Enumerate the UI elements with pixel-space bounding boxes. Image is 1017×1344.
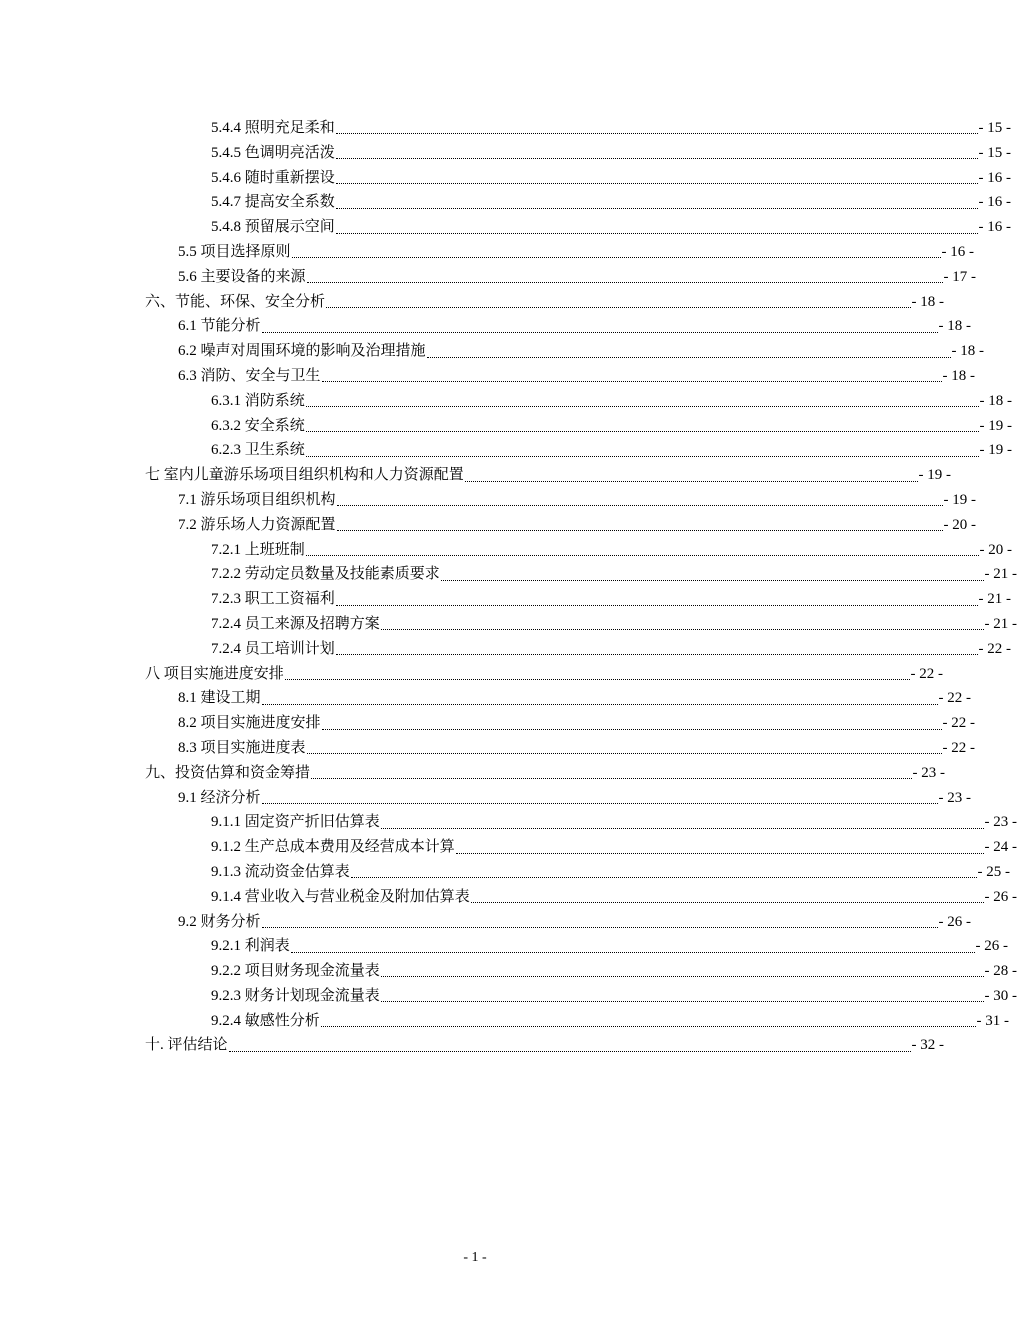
toc-entry-page: - 22 -	[938, 690, 971, 707]
toc-entry-title: 八 项目实施进度安排	[145, 665, 284, 682]
dot-leader	[336, 132, 978, 134]
toc-entry[interactable]	[0, 166, 1011, 191]
toc-entry-page: - 15 -	[978, 144, 1011, 161]
dot-leader	[311, 777, 911, 779]
toc-entry[interactable]	[0, 736, 975, 761]
toc-entry-page: - 26 -	[938, 913, 971, 930]
toc-entry[interactable]	[0, 389, 1012, 414]
dot-leader	[381, 975, 984, 977]
toc-entry-title: 5.4.8 预留展示空间	[211, 219, 335, 236]
toc-entry[interactable]	[0, 513, 976, 538]
toc-entry[interactable]	[0, 190, 1011, 215]
toc-entry-page: - 16 -	[941, 243, 974, 260]
toc-entry[interactable]	[0, 265, 976, 290]
toc-entry-title: 9.1 经济分析	[178, 789, 261, 806]
dot-leader	[336, 182, 978, 184]
toc-entry-page: - 17 -	[943, 268, 976, 285]
dot-leader	[307, 752, 942, 754]
dot-leader	[322, 728, 942, 730]
toc-entry-page: - 16 -	[978, 169, 1011, 186]
dot-leader	[321, 1025, 976, 1027]
toc-entry-title: 9.2 财务分析	[178, 913, 261, 930]
toc-entry-title: 7.1 游乐场项目组织机构	[178, 491, 336, 508]
toc-entry[interactable]	[0, 761, 945, 786]
toc-entry-page: - 21 -	[978, 591, 1011, 608]
toc-entry-title: 九、投资估算和资金筹措	[145, 764, 311, 781]
dot-leader	[306, 430, 979, 432]
toc-entry[interactable]	[0, 414, 1012, 439]
dot-leader	[326, 306, 910, 308]
toc-entry-page: - 21 -	[984, 566, 1017, 583]
toc-entry-page: - 18 -	[942, 367, 975, 384]
dot-leader	[381, 628, 984, 630]
toc-entry[interactable]	[0, 587, 1011, 612]
dot-leader	[285, 678, 910, 680]
toc-entry-title: 十. 评估结论	[145, 1037, 228, 1054]
toc-entry[interactable]	[0, 562, 1017, 587]
toc-entry-title: 9.2.3 财务计划现金流量表	[211, 987, 380, 1004]
toc-entry-title: 7.2.3 职工工资福利	[211, 591, 335, 608]
toc-entry[interactable]	[0, 984, 1017, 1009]
dot-leader	[465, 480, 918, 482]
toc-entry[interactable]	[0, 885, 1017, 910]
toc-entry-title: 8.1 建设工期	[178, 690, 261, 707]
page-number-footer: - 1 -	[463, 1250, 487, 1265]
dot-leader	[471, 901, 984, 903]
toc-entry[interactable]	[0, 463, 951, 488]
toc-entry[interactable]	[0, 959, 1017, 984]
toc-entry-page: - 20 -	[943, 516, 976, 533]
toc-entry-page: - 18 -	[911, 293, 944, 310]
toc-entry-page: - 19 -	[979, 417, 1012, 434]
toc-entry[interactable]	[0, 364, 975, 389]
toc-entry[interactable]	[0, 835, 1017, 860]
toc-entry[interactable]	[0, 240, 974, 265]
dot-leader	[351, 876, 977, 878]
toc-entry[interactable]	[0, 662, 943, 687]
dot-leader	[306, 405, 979, 407]
toc-entry-page: - 18 -	[938, 318, 971, 335]
toc-entry-page: - 19 -	[943, 491, 976, 508]
dot-leader	[262, 802, 938, 804]
toc-entry-title: 6.3 消防、安全与卫生	[178, 367, 321, 384]
toc-entry-title: 6.2.3 卫生系统	[211, 442, 305, 459]
toc-entry-page: - 21 -	[984, 615, 1017, 632]
toc-entry-page: - 22 -	[942, 715, 975, 732]
toc-entry-title: 6.2 噪声对周围环境的影响及治理措施	[178, 343, 426, 360]
toc-entry[interactable]	[0, 686, 971, 711]
toc-entry-title: 5.4.6 随时重新摆设	[211, 169, 335, 186]
toc-entry[interactable]	[0, 488, 976, 513]
toc-entry[interactable]	[0, 860, 1010, 885]
toc-entry-title: 7.2.2 劳动定员数量及技能素质要求	[211, 566, 440, 583]
toc-entry[interactable]	[0, 637, 1011, 662]
toc-entry[interactable]	[0, 612, 1017, 637]
dot-leader	[336, 207, 978, 209]
toc-entry-title: 9.2.1 利润表	[211, 938, 290, 955]
toc-entry-page: - 26 -	[975, 938, 1008, 955]
dot-leader	[306, 455, 979, 457]
toc-entry-title: 9.2.2 项目财务现金流量表	[211, 963, 380, 980]
toc-entry-title: 7.2.4 员工来源及招聘方案	[211, 615, 380, 632]
toc-entry-page: - 25 -	[977, 863, 1010, 880]
toc-entry-title: 七 室内儿童游乐场项目组织机构和人力资源配置	[145, 467, 464, 484]
toc-entry-page: - 30 -	[984, 987, 1017, 1004]
dot-leader	[336, 157, 978, 159]
dot-leader	[381, 827, 984, 829]
toc-entry-page: - 28 -	[984, 963, 1017, 980]
toc-entry[interactable]	[0, 711, 975, 736]
toc-entry-page: - 22 -	[910, 665, 943, 682]
toc-entry-title: 9.1.3 流动资金估算表	[211, 863, 350, 880]
toc-entry[interactable]	[0, 438, 1012, 463]
toc-entry[interactable]	[0, 215, 1011, 240]
toc-entry-page: - 19 -	[979, 442, 1012, 459]
dot-leader	[427, 356, 951, 358]
toc-entry-title: 7.2 游乐场人力资源配置	[178, 516, 336, 533]
toc-entry-title: 9.1.2 生产总成本费用及经营成本计算	[211, 839, 455, 856]
toc-entry-title: 7.2.4 员工培训计划	[211, 640, 335, 657]
dot-leader	[292, 256, 941, 258]
toc-entry[interactable]	[0, 290, 944, 315]
toc-entry-title: 5.6 主要设备的来源	[178, 268, 306, 285]
toc-entry[interactable]	[0, 141, 1011, 166]
toc-entry-page: - 23 -	[938, 789, 971, 806]
toc-entry-page: - 16 -	[978, 219, 1011, 236]
dot-leader	[291, 951, 975, 953]
toc-entry[interactable]	[0, 910, 971, 935]
toc-entry[interactable]	[0, 934, 1008, 959]
toc-entry[interactable]	[0, 1009, 1009, 1034]
toc-entry-page: - 22 -	[978, 640, 1011, 657]
toc-entry-title: 5.5 项目选择原则	[178, 243, 291, 260]
toc-entry-title: 6.1 节能分析	[178, 318, 261, 335]
dot-leader	[337, 504, 943, 506]
toc-entry-page: - 24 -	[984, 839, 1017, 856]
toc-entry-page: - 32 -	[911, 1037, 944, 1054]
toc-entry-title: 8.2 项目实施进度安排	[178, 715, 321, 732]
toc-entry[interactable]	[0, 339, 984, 364]
table-of-contents	[0, 116, 1017, 1058]
toc-entry-page: - 22 -	[942, 739, 975, 756]
toc-entry[interactable]	[0, 810, 1017, 835]
dot-leader	[307, 281, 943, 283]
toc-entry-page: - 19 -	[918, 467, 951, 484]
dot-leader	[336, 604, 978, 606]
toc-entry-page: - 26 -	[984, 888, 1017, 905]
toc-entry-page: - 23 -	[984, 814, 1017, 831]
dot-leader	[262, 703, 938, 705]
toc-entry-title: 7.2.1 上班班制	[211, 541, 305, 558]
toc-entry-title: 5.4.7 提高安全系数	[211, 194, 335, 211]
dot-leader	[381, 1000, 984, 1002]
toc-entry[interactable]	[0, 538, 1012, 563]
dot-leader	[322, 380, 942, 382]
dot-leader	[336, 653, 978, 655]
dot-leader	[229, 1050, 911, 1052]
toc-entry-title: 9.2.4 敏感性分析	[211, 1012, 320, 1029]
toc-entry-title: 9.1.1 固定资产折旧估算表	[211, 814, 380, 831]
toc-entry-page: - 23 -	[912, 764, 945, 781]
toc-entry-title: 6.3.1 消防系统	[211, 392, 305, 409]
toc-entry[interactable]	[0, 314, 971, 339]
toc-entry-title: 9.1.4 营业收入与营业税金及附加估算表	[211, 888, 470, 905]
toc-entry-page: - 15 -	[978, 120, 1011, 136]
toc-entry-page: - 31 -	[976, 1012, 1009, 1029]
toc-entry-page: - 18 -	[951, 343, 984, 360]
dot-leader	[262, 331, 938, 333]
dot-leader	[336, 232, 978, 234]
toc-entry-title: 5.4.5 色调明亮活泼	[211, 144, 335, 161]
toc-entry-page: - 16 -	[978, 194, 1011, 211]
toc-entry-title: 5.4.4 照明充足柔和	[211, 120, 335, 136]
toc-entry-title: 6.3.2 安全系统	[211, 417, 305, 434]
toc-entry[interactable]	[0, 786, 971, 811]
toc-entry-page: - 20 -	[979, 541, 1012, 558]
toc-entry-title: 8.3 项目实施进度表	[178, 739, 306, 756]
toc-entry-title: 六、节能、环保、安全分析	[145, 293, 326, 310]
toc-entry[interactable]	[0, 116, 1011, 141]
dot-leader	[456, 852, 984, 854]
toc-entry[interactable]	[0, 1033, 944, 1058]
dot-leader	[306, 554, 979, 556]
dot-leader	[337, 529, 943, 531]
dot-leader	[262, 926, 938, 928]
dot-leader	[441, 579, 984, 581]
toc-entry-page: - 18 -	[979, 392, 1012, 409]
